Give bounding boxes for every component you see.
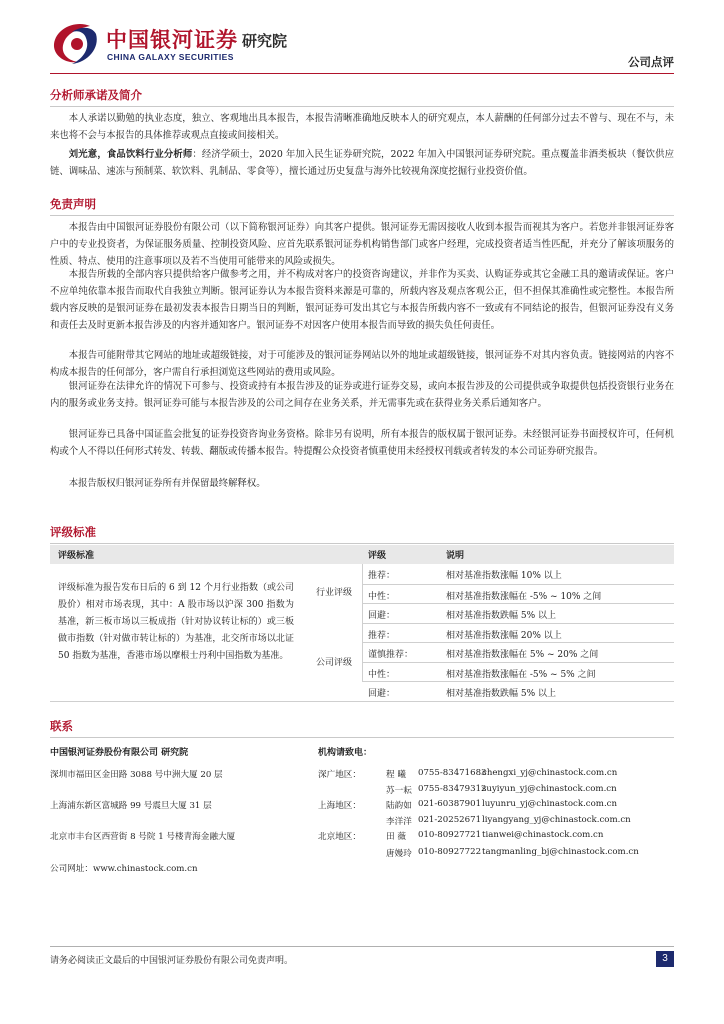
disclaimer-paragraph-2: 本报告所载的全部内容只提供给客户做参考之用，并不构成对客户的投资咨询建议，并非作为买卖、认购证券或其它金融工具的邀请或保证。客户不应单纯依靠本报告而取代自我独立判断。银河证券认为本报告资料来源是可靠的，所载内容及观点客观公正，但不担保其准确性或完整性。本报告所载内容反映的是银河证券在最初发表本报告日期当日的判断，银河证券可发出其它与本报告所载内容不一致或有不同结论的报告，但银河证券没有义务和责任去及时更新本报告涉及的内容并通知客户。银河证券不对因客户使用本报告而导致的损失负任何责任。 [50, 269, 674, 331]
analyst-bio-text: ：经济学硕士，2020 年加入民生证券研究院，2022 年加入中国银河证券研究院。重点覆盖非酒类板块（餐饮供应链、调味品、速冻与预制菜、软饮料、乳制品、零食等），擅长通过历史复盘与海外比较视角深度挖掘行业投资价值。 [50, 149, 674, 177]
contact-name: 李洋洋 [386, 817, 412, 827]
analyst-bio [50, 146, 674, 180]
rating-desc: 相对基准指数跌幅 5% 以上 [446, 689, 557, 699]
rating-label: 回避： [368, 689, 396, 699]
contact-name: 程 曦 [386, 770, 406, 780]
rating-desc: 相对基准指数涨幅在 -5% ~ 10% 之间 [446, 591, 602, 602]
header-rating-standard: 评级标准 [58, 551, 95, 561]
footer-divider [50, 946, 674, 947]
company-rating-label: 公司评级 [315, 658, 352, 668]
industry-rating-row [362, 564, 674, 584]
rating-label: 中性： [368, 591, 396, 602]
address-beijing: 北京市丰台区西营街 8 号院 1 号楼青海金融大厦 [50, 832, 236, 842]
header-explanation: 说明 [446, 551, 465, 561]
contact-email[interactable]: chengxi_yj@chinastock.com.cn [482, 768, 618, 778]
rating-label: 推荐： [368, 630, 396, 641]
address-shanghai: 上海浦东新区富城路 99 号震旦大厦 31 层 [50, 801, 212, 811]
contact-phone: 021-20252671 [418, 815, 482, 825]
company-website: 公司网址：www.chinastock.com.cn [50, 864, 198, 874]
industry-rating-row [362, 584, 674, 604]
rating-section-title: 评级标准 [50, 524, 674, 544]
header-rating: 评级 [368, 551, 387, 561]
institution-phone-title: 机构请致电： [318, 748, 373, 758]
industry-rating-label: 行业评级 [315, 588, 352, 598]
contact-email[interactable]: luyunru_yj@chinastock.com.cn [482, 799, 618, 809]
contact-name: 陆韵如 [386, 801, 412, 811]
region-label: 深广地区： [318, 770, 361, 780]
analyst-section-title: 分析师承诺及简介 [50, 87, 674, 107]
rating-label: 推荐： [368, 571, 396, 581]
company-rating-row [362, 642, 674, 662]
disclaimer-paragraph-1: 本报告由中国银河证券股份有限公司（以下简称银河证券）向其客户提供。银河证券无需因接收人收到本报告而视其为客户。若您并非银河证券客户中的专业投资者，为保证服务质量、控制投资风险、应首先联系银河证券机构销售部门或客户经理，完成投资者适当性匹配，并充分了解该项服务的性质、特点、使用的注意事项以及若不当使用可能带来的风险或损失。 [50, 222, 674, 267]
contact-phone: 0755-83471683 [418, 768, 487, 778]
galaxy-logo-icon [50, 20, 100, 66]
contact-email[interactable]: suyiyun_yj@chinastock.com.cn [482, 784, 617, 794]
contact-section-title: 联系 [50, 718, 674, 738]
header-divider [50, 73, 674, 74]
disclaimer-paragraph-4: 银河证券在法律允许的情况下可参与、投资或持有本报告涉及的证券或进行证券交易，或向本报告涉及的公司提供或争取提供包括投资银行业务在内的服务或业务支持。银河证券可能与本报告涉及的公司之间存在业务关系，并无需事先或在获得业务关系后通知客户。 [50, 381, 674, 409]
contact-phone: 010-80927721 [418, 830, 482, 840]
region-label: 上海地区： [318, 801, 361, 811]
contact-name: 唐嫚玲 [386, 849, 412, 859]
disclaimer-paragraph-5: 银河证券已具备中国证监会批复的证券投资咨询业务资格。除非另有说明，所有本报告的版权属于银河证券。未经银河证券书面授权许可，任何机构或个人不得以任何形式转发、转载、翻版或传播本报告。特提醒公众投资者慎重使用未经授权刊载或者转发的本公司证券研究报告。 [50, 429, 674, 457]
disclaimer-paragraph-3: 本报告可能附带其它网站的地址或超级链接，对于可能涉及的银河证券网站以外的地址或超级链接，银河证券不对其内容负责。链接网站的内容不构成本报告的任何部分，客户需自行承担浏览这些网站的费用或风险。 [50, 350, 674, 378]
logo-english-name: CHINA GALAXY SECURITIES [107, 52, 234, 62]
contact-name: 苏一耘 [386, 786, 412, 796]
rating-label: 中性： [368, 669, 396, 680]
contact-phone: 021-60387901 [418, 799, 482, 809]
address-shenzhen: 深圳市福田区金田路 3088 号中洲大厦 20 层 [50, 770, 223, 780]
rating-desc: 相对基准指数涨幅在 5% ~ 20% 之间 [446, 650, 599, 660]
rating-table-header [50, 545, 674, 564]
rating-desc: 相对基准指数涨幅 10% 以上 [446, 571, 562, 581]
company-rating-row [362, 623, 674, 643]
rating-desc: 相对基准指数涨幅 20% 以上 [446, 630, 562, 641]
rating-label: 谨慎推荐： [368, 650, 414, 660]
page-number: 3 [656, 951, 674, 967]
contact-email[interactable]: liyangyang_yj@chinastock.com.cn [482, 815, 631, 825]
company-rating-row [362, 681, 674, 701]
analyst-name: 刘光意，食品饮料行业分析师 [68, 149, 193, 160]
document-type: 公司点评 [628, 55, 674, 69]
industry-rating-row [362, 603, 674, 623]
contact-phone: 0755-83479312 [418, 784, 487, 794]
disclaimer-section-title: 免责声明 [50, 196, 674, 216]
rating-description: 评级标准为报告发布日后的 6 到 12 个月行业指数（或公司股价）相对市场表现，其中：A 股市场以沪深 300 指数为基准，新三板市场以三板成指（针对协议转让标的）或三板做市指数（针对做市转让标的）为基准，北交所市场以北证 50 指数为基准，香港市场以摩根士丹利中国指数为基准。 [58, 583, 294, 661]
footer-notice: 请务必阅读正文最后的中国银河证券股份有限公司免责声明。 [50, 956, 294, 966]
company-name: 中国银河证券股份有限公司 研究院 [50, 748, 189, 758]
rating-label: 回避： [368, 611, 396, 621]
contact-phone: 010-80927722 [418, 847, 482, 857]
contact-email[interactable]: tianwei@chinastock.com.cn [482, 830, 604, 840]
region-label: 北京地区： [318, 832, 361, 842]
disclaimer-paragraph-6: 本报告版权归银河证券所有并保留最终解释权。 [68, 478, 266, 489]
rating-table-bottom-rule [50, 701, 674, 702]
institute-label: 研究院 [242, 32, 288, 50]
rating-desc: 相对基准指数跌幅 5% 以上 [446, 611, 557, 621]
rating-desc: 相对基准指数涨幅在 -5% ~ 5% 之间 [446, 669, 596, 680]
contact-name: 田 薇 [386, 832, 406, 842]
page-header [50, 18, 674, 70]
logo-chinese-name: 中国银河证券 [106, 28, 238, 52]
company-rating-row [362, 662, 674, 682]
contact-email[interactable]: tangmanling_bj@chinastock.com.cn [482, 847, 639, 857]
analyst-commitment: 本人承诺以勤勉的执业态度，独立、客观地出具本报告，本报告清晰准确地反映本人的研究观点，本人薪酬的任何部分过去不曾与、现在不与，未来也将不会与本报告的具体推荐或观点直接或间接相关。 [50, 113, 674, 141]
